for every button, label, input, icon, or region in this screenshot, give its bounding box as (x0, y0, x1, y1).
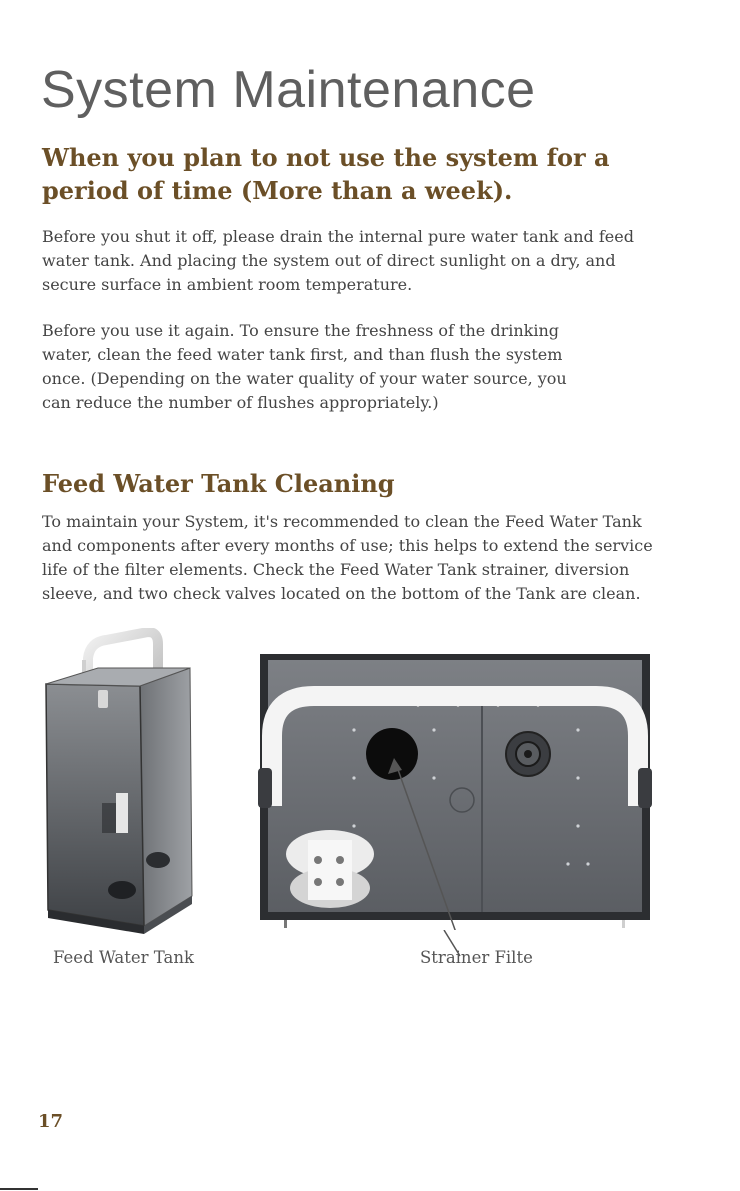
paragraph-line: can reduce the number of flushes appropriately.) (42, 393, 439, 412)
paragraph-line: life of the filter elements. Check the Feed Water Tank strainer, diversion (42, 560, 630, 579)
paragraph-line: and components after every months of use; this helps to extend the service (42, 536, 653, 555)
reuse-paragraph (42, 319, 567, 415)
heading-line: Feed Water Tank Cleaning (42, 469, 395, 498)
paragraph-line: once. (Depending on the water quality of your water source, you (42, 369, 567, 388)
section-heading-storage (42, 141, 610, 207)
heading-line: period of time (More than a week). (42, 176, 513, 205)
paragraph-line: water, clean the feed water tank first, and than flush the system (42, 345, 563, 364)
paragraph-line: secure surface in ambient room temperature. (42, 275, 413, 294)
paragraph-line: Before you use it again. To ensure the freshness of the drinking (42, 321, 560, 340)
paragraph-line: Before you shut it off, please drain the internal pure water tank and feed (42, 227, 634, 246)
page-title: System Maintenance (41, 61, 536, 119)
feed-water-tank-photo (40, 628, 200, 944)
storage-paragraph (42, 225, 634, 297)
paragraph-line: To maintain your System, it's recommended to clean the Feed Water Tank (42, 512, 642, 531)
strainer-filter-caption: Strainer Filte (420, 948, 533, 967)
cleaning-paragraph (42, 510, 653, 606)
page-rule-divider (0, 1188, 38, 1190)
heading-line: When you plan to not use the system for a (42, 143, 610, 172)
feed-water-tank-caption: Feed Water Tank (53, 948, 194, 967)
strainer-filter-photo (258, 650, 652, 930)
page-number: 17 (38, 1111, 64, 1132)
section-heading-cleaning (42, 467, 395, 500)
paragraph-line: water tank. And placing the system out of direct sunlight on a dry, and (42, 251, 616, 270)
paragraph-line: sleeve, and two check valves located on the bottom of the Tank are clean. (42, 584, 641, 603)
